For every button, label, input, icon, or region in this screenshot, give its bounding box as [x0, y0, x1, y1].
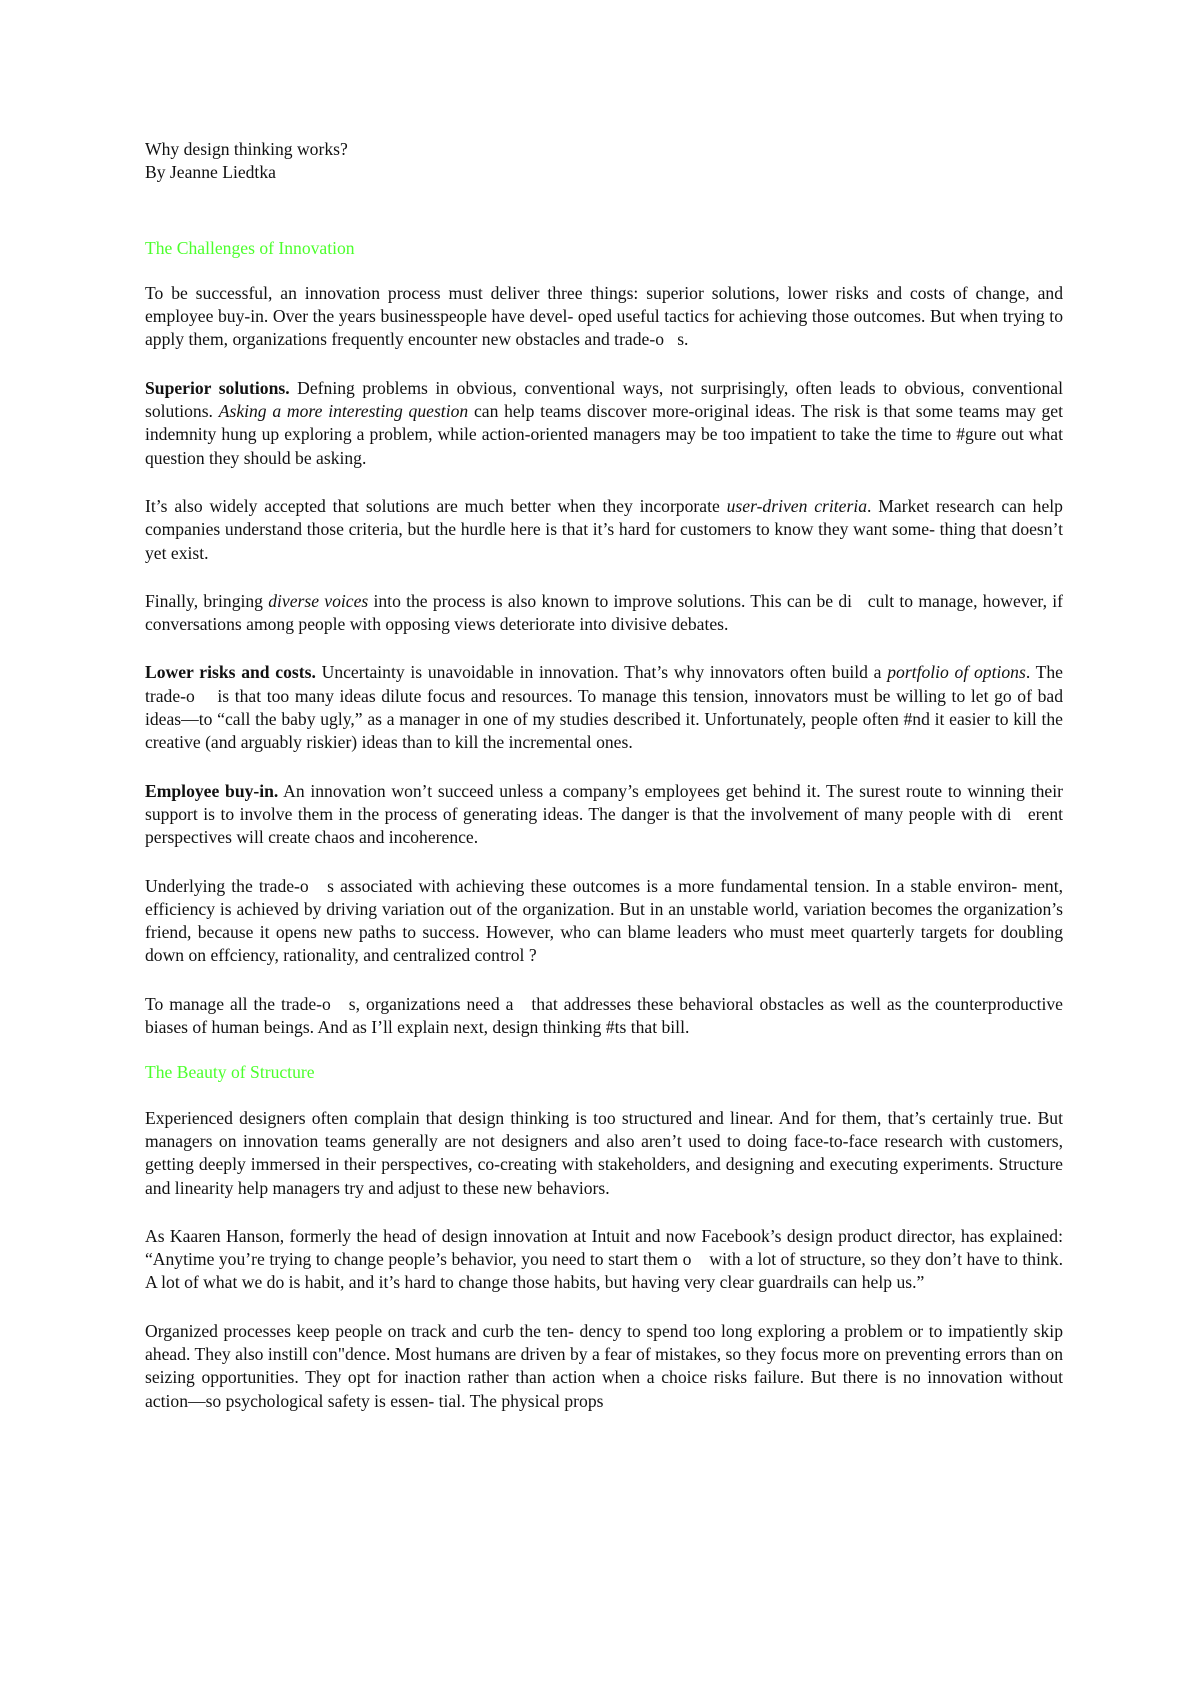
paragraph-text: . The trade-o is that too many ideas dilute focus and resources. To manage this tension, innovators must be willing to let go of bad ideas—to “call the baby ugly,” as a manager in one of my studies described it. Unfortunately, people often #nd it easier to kill the creative (and arguably riskier) ideas than to kill the incremental ones. — [145, 662, 1063, 753]
paragraph-text: Finally, bringing — [145, 590, 269, 611]
paragraph — [145, 993, 1063, 1040]
paragraph-text: into the process is also known to improve solutions. This can be di cult to manage, however, if conversations among people with opposing views deteriorate into divisive debates. — [145, 590, 1063, 635]
paragraph-text: can help teams discover more-original ideas. The risk is that some teams may get indemnity hung up exploring a problem, while action-oriented managers may be too impatient to take the time to #gure out what question they should be asking. — [145, 401, 1063, 468]
paragraph-text: Underlying the trade-o s associated with achieving these outcomes is a more fundamental tension. In a stable environ- ment, efficiency is achieved by driving variation out of the organization. But in an unstable world, variation becomes the organization’s friend, because it opens new paths to success. However, who can blame leaders who must meet quarterly targets for doubling down on effciency, rationality, and centralized control ? — [145, 875, 1063, 966]
paragraph-text: To manage all the trade-o s, organizations need a that addresses these behavioral obstacles as well as the counterproductive biases of human beings. And as I’ll explain next, design thinking #ts that bill. — [145, 993, 1063, 1038]
paragraph — [145, 661, 1063, 754]
paragraph-text: Uncertainty is unavoidable in innovation. That’s why innovators often build a — [315, 662, 888, 683]
section-heading: The Challenges of Innovation — [145, 237, 355, 258]
emphasized-phrase: portfolio of options — [887, 662, 1026, 683]
paragraph — [145, 780, 1063, 850]
paragraph-text: To be successful, an innovation process must deliver three things: superior solutions, lower risks and costs of change, and employee buy-in. Over the years businesspeople have devel- oped useful tactics for achieving those outcomes. But when trying to apply them, organizations frequently encounter new obstacles and trade-o s. — [145, 282, 1063, 350]
paragraph-text: . Market research can help companies understand those criteria, but the hurdle here is that it’s hard for customers to know they want some- thing that doesn’t yet exist. — [145, 495, 1063, 563]
emphasized-phrase: diverse voices — [268, 590, 369, 611]
emphasized-phrase: Asking a more interesting question — [218, 401, 469, 422]
paragraph-text: Experienced designers often complain that design thinking is too structured and linear. And for them, that’s certainly true. But managers on innovation teams generally are not designers and also aren’t used to doing face-to-face research with customers, getting deeply immersed in their perspectives, co-creating with stakeholders, and designing and executing experiments. Structure and linearity help managers try and adjust to these new behaviors. — [145, 1107, 1063, 1198]
paragraph — [145, 1225, 1063, 1295]
document-title: Why design thinking works? — [145, 139, 348, 159]
emphasized-phrase: user-driven criteria — [726, 495, 868, 516]
section-heading: The Beauty of Structure — [145, 1062, 315, 1083]
paragraph-text: Organized processes keep people on track and curb the ten- dency to spend too long exploring a problem or to impatiently skip ahead. They also instill con"dence. Most humans are driven by a fear of mistakes, so they focus more on preventing errors than on seizing opportunities. They opt for inaction rather than action when a choice risks failure. But there is no innovation without action—so psychological safety is essen- tial. The physical props — [145, 1320, 1063, 1411]
document-author: By Jeanne Liedtka — [145, 162, 276, 183]
paragraph-lead-in: Employee buy-in. — [145, 780, 279, 801]
paragraph — [145, 1107, 1063, 1200]
paragraph — [145, 377, 1063, 470]
paragraph — [145, 1320, 1063, 1413]
paragraph — [145, 590, 1063, 637]
paragraph-text: An innovation won’t succeed unless a company’s employees get behind it. The surest route to winning their support is to involve them in the process of generating ideas. The danger is that the involvement of many people with di erent perspectives will create chaos and incoherence. — [145, 780, 1063, 848]
paragraph-text: It’s also widely accepted that solutions are much better when they incorporate — [145, 495, 727, 516]
paragraph-lead-in: Lower risks and costs. — [145, 662, 316, 683]
document-page — [145, 138, 1063, 1413]
document-body — [145, 237, 1063, 1413]
paragraph — [145, 282, 1063, 352]
paragraph-text: Defning problems in obvious, conventional ways, not surprisingly, often leads to obvious, conventional solutions. — [145, 377, 1063, 422]
paragraph-lead-in: Superior solutions. — [145, 377, 290, 398]
paragraph-text: As Kaaren Hanson, formerly the head of design innovation at Intuit and now Facebook’s design product director, has explained: “Anytime you’re trying to change people’s behavior, you need to start them o with a lot of structure, so they don’t have to think. A lot of what we do is habit, and it’s hard to change those habits, but having very clear guardrails can help us.” — [145, 1225, 1063, 1293]
paragraph — [145, 875, 1063, 968]
paragraph — [145, 495, 1063, 565]
